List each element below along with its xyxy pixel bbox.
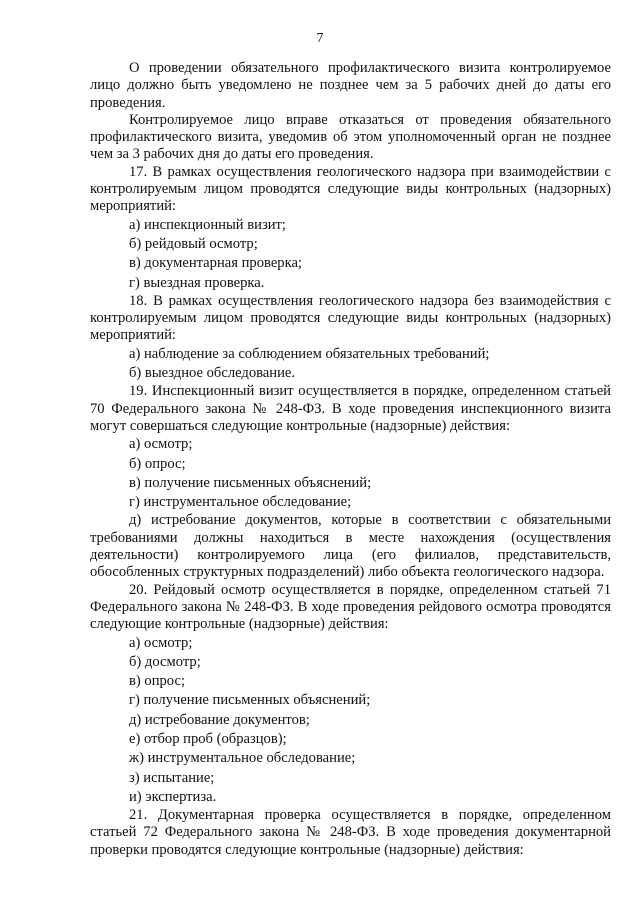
document-body	[90, 60, 611, 859]
list-item: д) истребование документов;	[129, 711, 310, 728]
list-item: б) выездное обследование.	[129, 365, 296, 382]
list-item: г) получение письменных объяснений;	[129, 692, 371, 709]
paragraph-refusal: Контролируемое лицо вправе отказаться от проведения обязательного профилактического визита, уведомив об этом уполномоченный орган не позднее чем за 3 рабочих дня до даты его проведения.	[90, 111, 611, 163]
list-item: в) документарная проверка;	[129, 255, 302, 272]
paragraph-20: 20. Рейдовый осмотр осуществляется в порядке, определенном статьей 71 Федерального закона № 248-ФЗ. В ходе проведения рейдового осмотра проводятся следующие контрольные (надзорные) действия:	[90, 581, 611, 633]
paragraph-19: 19. Инспекционный визит осуществляется в порядке, определенном статьей 70 Федерального закона № 248-ФЗ. В ходе проведения инспекционного визита могут совершаться следующие контрольные (надзорные) действия:	[90, 383, 611, 434]
paragraph-21: 21. Документарная проверка осуществляется в порядке, определенном статьей 72 Федерального закона № 248-ФЗ. В ходе проведения документарной проверки проводятся следующие контрольные (надзорные) действия:	[90, 807, 611, 858]
paragraph-18: 18. В рамках осуществления геологического надзора без взаимодействия с контролируемым лицом проводятся следующие виды контрольных (надзорных) мероприятий:	[90, 292, 611, 344]
paragraph-17: 17. В рамках осуществления геологического надзора при взаимодействии с контролируемым лицом проводятся следующие виды контрольных (надзорных) мероприятий:	[90, 163, 611, 215]
list-item: б) рейдовый осмотр;	[129, 235, 258, 252]
list-item: и) экспертиза.	[129, 788, 217, 805]
list-item: б) опрос;	[129, 455, 186, 472]
list-item: в) получение письменных объяснений;	[129, 474, 372, 491]
list-item: е) отбор проб (образцов);	[129, 730, 287, 747]
list-item: в) опрос;	[129, 673, 185, 690]
list-item: а) осмотр;	[129, 634, 193, 651]
page-number: 7	[316, 31, 324, 46]
list-item: б) досмотр;	[129, 653, 201, 670]
list-item: з) испытание;	[129, 769, 215, 786]
list-item: ж) инструментальное обследование;	[129, 750, 356, 767]
list-item: а) осмотр;	[129, 436, 193, 453]
list-item: г) инструментальное обследование;	[129, 494, 352, 511]
list-item: д) истребование документов, которые в соответствии с обязательными требованиями должны находиться в месте нахождения (осуществления деятельности) контролируемого лица (его филиалов, представительств, обособленных структурных подразделений) либо объекта геологического надзора.	[90, 512, 611, 581]
paragraph-notice: О проведении обязательного профилактического визита контролируемое лицо должно быть уведомлено не позднее чем за 5 рабочих дней до даты его проведения.	[90, 60, 611, 111]
list-item: г) выездная проверка.	[129, 274, 265, 291]
list-item: а) инспекционный визит;	[129, 216, 286, 233]
list-item: а) наблюдение за соблюдением обязательных требований;	[129, 345, 490, 362]
